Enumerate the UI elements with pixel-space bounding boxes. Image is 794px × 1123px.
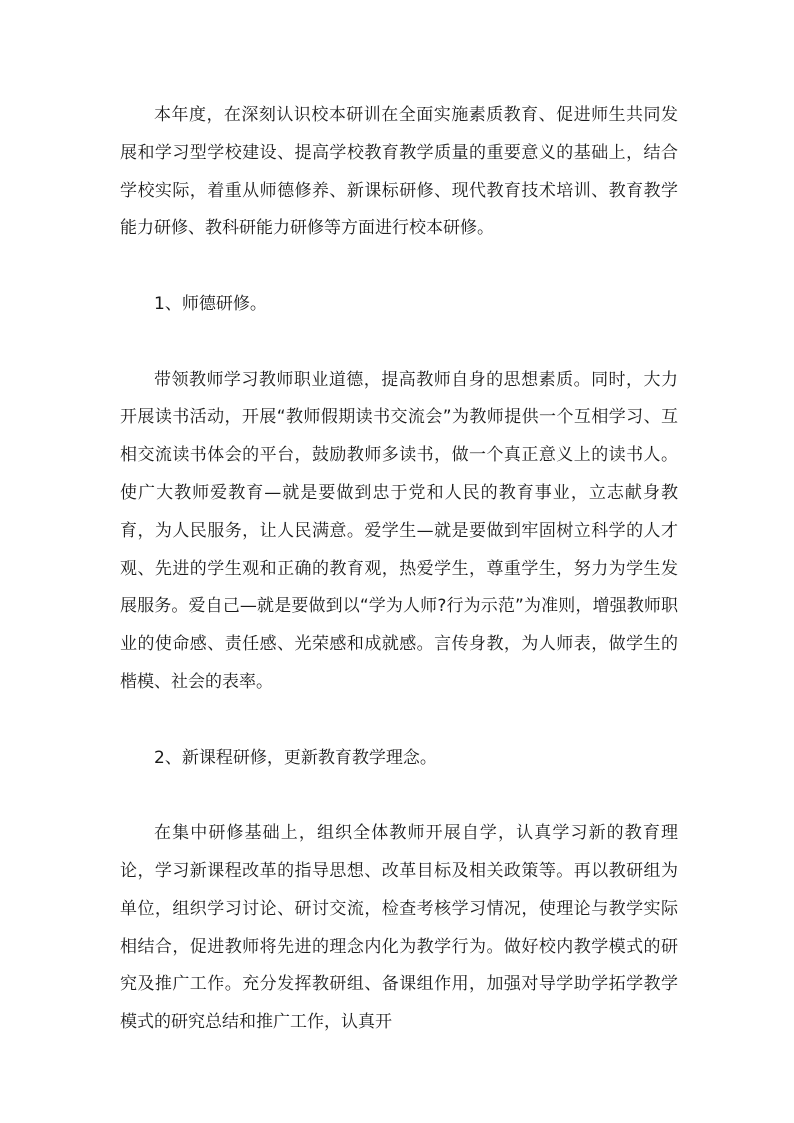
- section-heading-curriculum: 2、新课程研修，更新教育教学理念。: [154, 747, 437, 768]
- document-body: [120, 97, 678, 1042]
- section-heading-ethics: 1、师德研修。: [154, 293, 267, 314]
- paragraph-curriculum: 在集中研修基础上，组织全体教师开展自学，认真学习新的教育理论，学习新课程改革的指导思想、改革目标及相关政策等。再以教研组为单位，组织学习讨论、研讨交流，检查考核学习情况，使理论与教学实际相结合，促进教师将先进的理念内化为教学行为。做好校内教学模式的研究及推广工作。充分发挥教研组、备课组作用，加强对导学助学拓学教学模式的研究总结和推广工作，认真开: [120, 823, 678, 1033]
- paragraph-intro: 本年度，在深刻认识校本研训在全面实施素质教育、促进师生共同发展和学习型学校建设、提高学校教育教学质量的重要意义的基础上，结合学校实际，着重从师德修养、新课标研修、现代教育技术培训、教育教学能力研修、教科研能力研修等方面进行校本研修。: [120, 105, 678, 239]
- paragraph-ethics: 带领教师学习教师职业道德，提高教师自身的思想素质。同时，大力开展读书活动，开展“教师假期读书交流会”为教师提供一个互相学习、互相交流读书体会的平台，鼓励教师多读书，做一个真正意义上的读书人。使广大教师爱教育—就是要做到忠于党和人民的教育事业，立志献身教育，为人民服务，让人民满意。爱学生—就是要做到牢固树立科学的人才观、先进的学生观和正确的教育观，热爱学生，尊重学生，努力为学生发展服务。爱自己—就是要做到以“学为人师?行为示范”为准则，增强教师职业的使命感、责任感、光荣感和成就感。言传身教，为人师表，做学生的楷模、社会的表率。: [120, 369, 678, 692]
